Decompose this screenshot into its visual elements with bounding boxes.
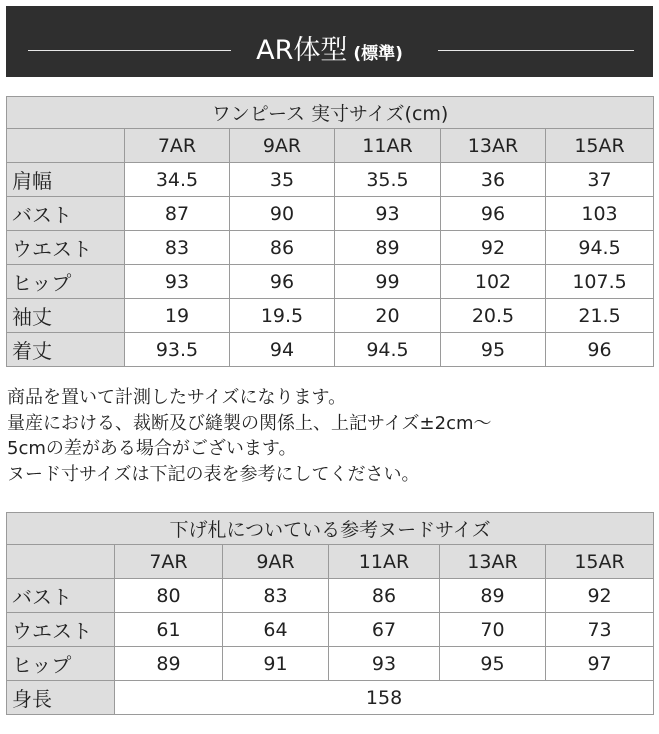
table-cell: 34.5 (125, 163, 230, 197)
table-cell: 96 (441, 197, 546, 231)
row-label: バスト (7, 197, 125, 231)
table-cell: 87 (125, 197, 230, 231)
note-line: 商品を置いて計測したサイズになります。 (7, 387, 347, 408)
column-header: 13AR (441, 129, 546, 163)
table-cell: 93 (125, 265, 230, 299)
table-cell: 93 (329, 647, 440, 681)
row-label: ヒップ (7, 265, 125, 299)
table-cell: 94.5 (546, 231, 654, 265)
table-cell: 89 (115, 647, 223, 681)
table-row (7, 163, 654, 197)
row-label: 肩幅 (7, 163, 125, 197)
column-header: 15AR (546, 545, 654, 579)
table-cell: 19.5 (230, 299, 335, 333)
actual-size-table (6, 96, 654, 367)
table-cell: 102 (441, 265, 546, 299)
table-cell: 95 (440, 647, 546, 681)
banner-title: AR体型 (256, 35, 348, 66)
table-cell: 89 (440, 579, 546, 613)
table-cell: 90 (230, 197, 335, 231)
table-cell: 35.5 (335, 163, 441, 197)
nude-size-table (6, 512, 654, 715)
table-cell: 20 (335, 299, 441, 333)
table-row (7, 197, 654, 231)
table-cell: 73 (546, 613, 654, 647)
table-cell: 21.5 (546, 299, 654, 333)
column-header: 9AR (223, 545, 329, 579)
table-cell: 19 (125, 299, 230, 333)
table-cell: 93.5 (125, 333, 230, 367)
table-cell: 20.5 (441, 299, 546, 333)
row-label: 袖丈 (7, 299, 125, 333)
table-row (7, 231, 654, 265)
table-cell: 107.5 (546, 265, 654, 299)
table-cell: 80 (115, 579, 223, 613)
table-cell: 99 (335, 265, 441, 299)
row-label: ウエスト (7, 231, 125, 265)
note-line: 量産における、裁断及び縫製の関係上、上記サイズ±2cm～ (7, 412, 492, 434)
table-cell: 95 (441, 333, 546, 367)
row-label: 着丈 (7, 333, 125, 367)
column-header: 11AR (329, 545, 440, 579)
title-banner (6, 6, 653, 77)
table-cell: 93 (335, 197, 441, 231)
table-cell: 89 (335, 231, 441, 265)
measurement-notes (7, 385, 652, 487)
column-header: 15AR (546, 129, 654, 163)
table-cell: 64 (223, 613, 329, 647)
table-cell: 94.5 (335, 333, 441, 367)
table-cell: 92 (546, 579, 654, 613)
table-caption: ワンピース 実寸サイズ(cm) (7, 97, 654, 129)
table-caption: 下げ札についている参考ヌードサイズ (7, 513, 654, 545)
table-cell: 37 (546, 163, 654, 197)
table-row (7, 333, 654, 367)
table-cell: 86 (329, 579, 440, 613)
corner-cell (7, 129, 125, 163)
table-row (7, 299, 654, 333)
table-cell: 35 (230, 163, 335, 197)
table-row (7, 647, 654, 681)
table-cell: 83 (223, 579, 329, 613)
table-row (7, 613, 654, 647)
row-label: バスト (7, 579, 115, 613)
corner-cell (7, 545, 115, 579)
note-line: 5cmの差がある場合がございます。 (7, 438, 297, 459)
table-cell: 92 (441, 231, 546, 265)
table-cell: 86 (230, 231, 335, 265)
row-label: ヒップ (7, 647, 115, 681)
page-title (6, 28, 653, 67)
table-cell: 36 (441, 163, 546, 197)
banner-rule-right (438, 50, 634, 51)
table-cell: 91 (223, 647, 329, 681)
table-cell: 83 (125, 231, 230, 265)
table-row (7, 265, 654, 299)
table-cell: 96 (230, 265, 335, 299)
table-row (7, 579, 654, 613)
row-label: ウエスト (7, 613, 115, 647)
height-value-cell: 158 (115, 681, 654, 715)
table-cell: 103 (546, 197, 654, 231)
table-cell: 67 (329, 613, 440, 647)
column-header: 11AR (335, 129, 441, 163)
column-header: 13AR (440, 545, 546, 579)
table-row (7, 681, 654, 715)
column-header: 7AR (115, 545, 223, 579)
row-label: 身長 (7, 681, 115, 715)
table-cell: 97 (546, 647, 654, 681)
table-cell: 70 (440, 613, 546, 647)
table-cell: 96 (546, 333, 654, 367)
table-cell: 94 (230, 333, 335, 367)
table-cell: 61 (115, 613, 223, 647)
column-header: 9AR (230, 129, 335, 163)
note-line: ヌード寸サイズは下記の表を参考にしてください。 (7, 463, 420, 485)
column-header: 7AR (125, 129, 230, 163)
banner-subtitle: (標準) (353, 44, 403, 64)
